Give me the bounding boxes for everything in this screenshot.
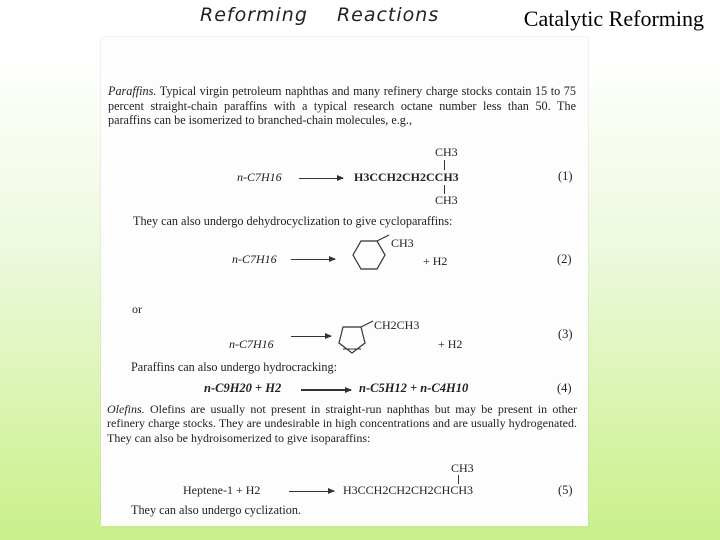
cyclization-text: They can also undergo cyclization. [131, 503, 301, 517]
eq2-arrow [291, 259, 335, 260]
olefins-body: Olefins are usually not present in straight-run naphthas but may be present in other refinery charge stocks. They are undesirable in high concentrations and are usually hydrogenated. They can also be hydroisomerized to give isoparaffins: [107, 402, 577, 445]
paraffins-body: Typical virgin petroleum naphthas and many refinery charge stocks contain 15 to 75 percent straight-chain paraffins with a typical research octane number less than 50. The paraffins can be isomerized to branched-chain molecules, e.g., [108, 84, 576, 128]
eq5-reactant: Heptene-1 + H2 [183, 483, 261, 497]
eq5-product: H3CCH2CH2CH2CHCH3 [343, 483, 474, 497]
olefins-paragraph [107, 402, 577, 445]
hydrocracking-text: Paraffins can also undergo hydrocracking: [131, 360, 337, 374]
eq1-bottom-group: CH3 [435, 193, 458, 207]
eq1-product: H3CCH2CH2CCH3 [354, 170, 459, 184]
eq1-reactant: n-C7H16 [237, 170, 282, 184]
eq3-reactant: n-C7H16 [229, 337, 274, 351]
olefins-lead: Olefins. [107, 402, 145, 416]
eq5-top-group: CH3 [451, 461, 474, 475]
handwritten-title-word-2: Reactions [336, 4, 440, 26]
eq5-arrow [289, 491, 334, 492]
paraffins-lead: Paraffins. [108, 84, 157, 98]
eq1-number: (1) [558, 169, 573, 183]
eq1-top-bond [444, 160, 445, 170]
eq3-number: (3) [558, 327, 573, 341]
eq4-product: n-C5H12 + n-C4H10 [359, 381, 469, 395]
handwritten-title [200, 4, 461, 26]
paraffins-paragraph [108, 84, 576, 128]
scanned-textbook-page [101, 37, 588, 526]
eq2-substituent: CH3 [391, 236, 414, 250]
handwritten-title-word-1: Reforming [200, 4, 308, 26]
or-text: or [132, 302, 142, 316]
eq4-arrow [301, 389, 351, 391]
eq2-reactant: n-C7H16 [232, 252, 277, 266]
eq1-arrow [299, 178, 343, 179]
eq3-byproduct: + H2 [438, 337, 463, 351]
eq3-substituent: CH2CH3 [374, 318, 420, 332]
slide-title: Catalytic Reforming [523, 6, 704, 31]
eq1-top-group: CH3 [435, 145, 458, 159]
eq2-byproduct: + H2 [423, 254, 448, 268]
eq5-number: (5) [558, 483, 573, 497]
eq5-top-bond [458, 475, 459, 484]
eq4-number: (4) [557, 381, 572, 395]
cyclohexane-ring-icon [339, 233, 399, 277]
eq2-number: (2) [557, 252, 572, 266]
dehydrocyclization-text: They can also undergo dehydrocyclization to give cycloparaffins: [133, 214, 453, 228]
eq4-reactant: n-C9H20 + H2 [204, 381, 282, 395]
